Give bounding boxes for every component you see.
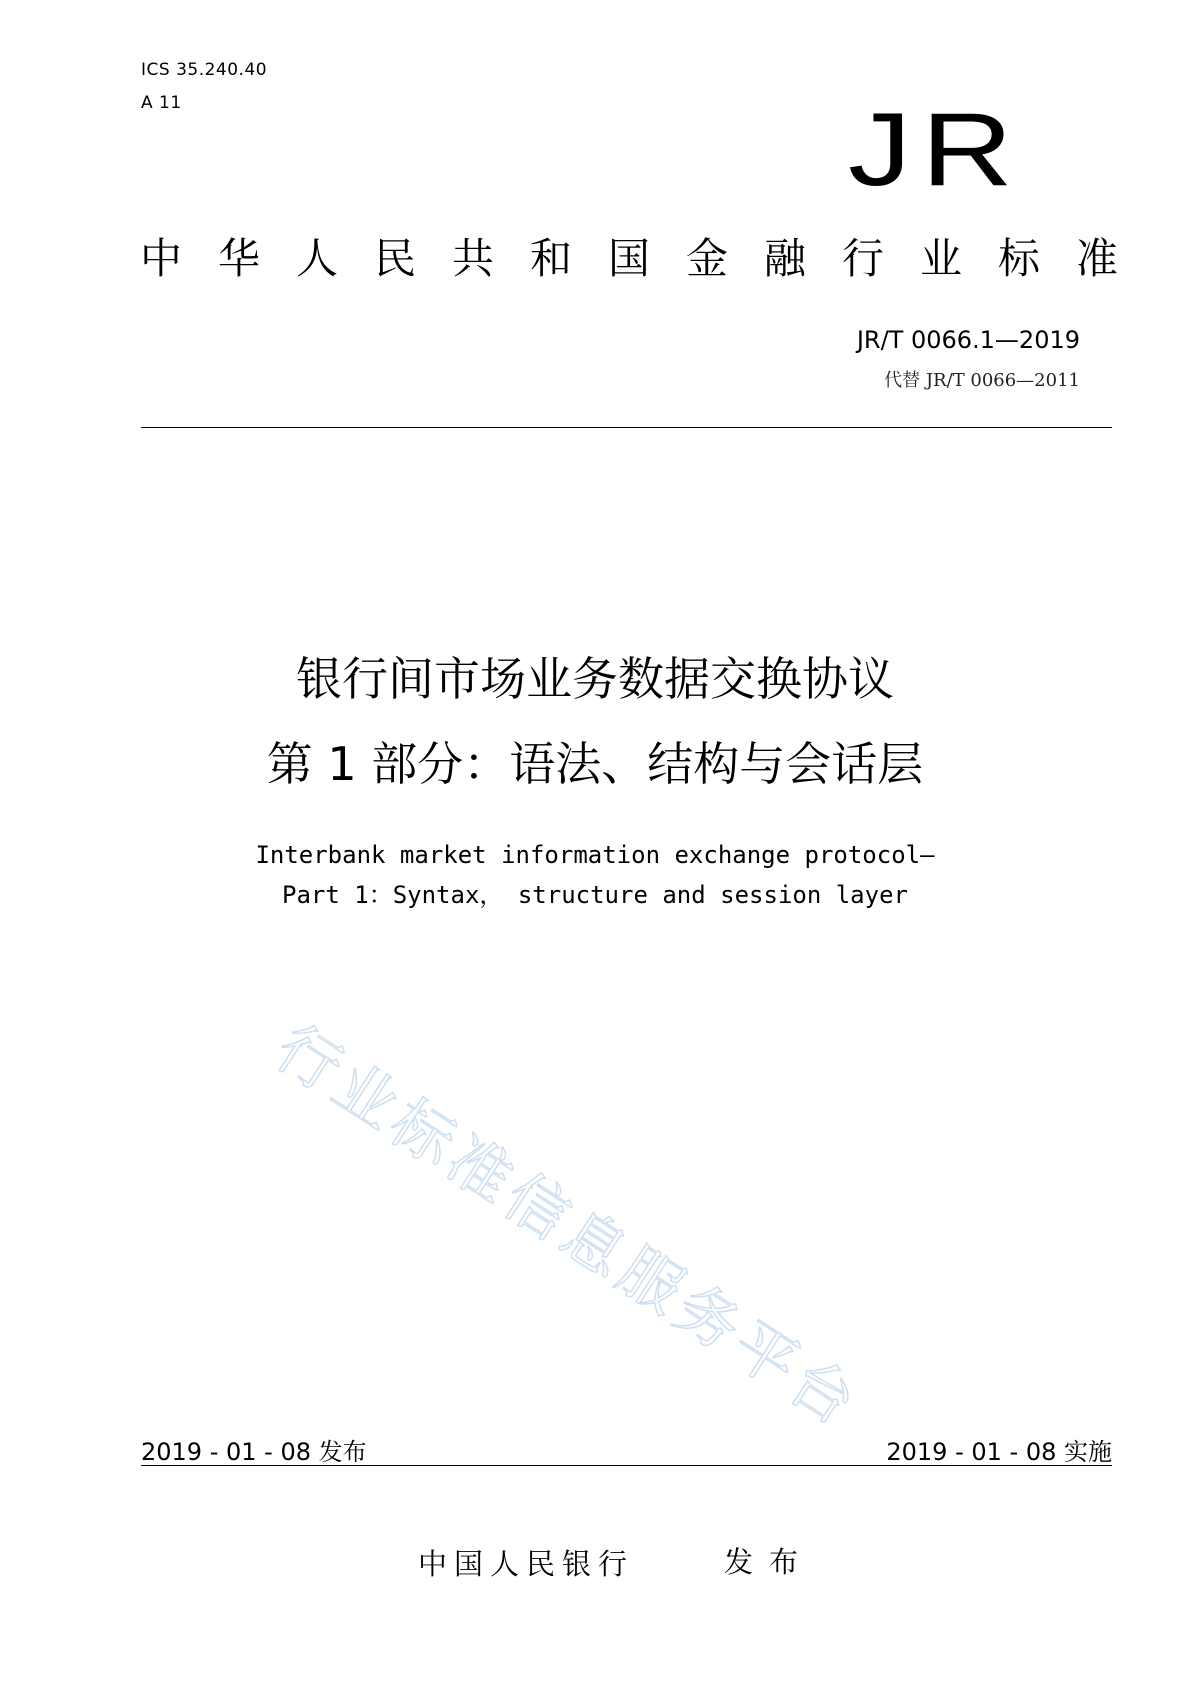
implementation-date: 2019 - 01 - 08 实施 <box>886 1438 1112 1466</box>
issuer-action: 发布 <box>724 1545 815 1579</box>
top-divider <box>141 427 1112 428</box>
standard-number: JR/T 0066.1—2019 <box>856 326 1080 354</box>
issuer-name: 中国人民银行 <box>418 1547 635 1581</box>
ccs-code: A 11 <box>141 93 182 113</box>
title-cn-line1: 银行间市场业务数据交换协议 <box>296 652 894 706</box>
standard-category: 中华人民共和国金融行业标准 <box>140 234 1155 283</box>
watermark: 行业标准信息服务平台 <box>263 1010 874 1443</box>
title-en-line1: Interbank market information exchange protocol— <box>255 841 935 869</box>
title-en-line2: Part 1：Syntax， structure and session layer <box>282 881 908 909</box>
bottom-divider <box>141 1465 1112 1466</box>
replaces-standard: 代替 JR/T 0066—2011 <box>884 370 1080 391</box>
jr-logo: JR <box>848 92 1023 208</box>
title-cn-line2: 第 1 部分：语法、结构与会话层 <box>266 737 924 791</box>
issue-date: 2019 - 01 - 08 发布 <box>141 1438 367 1466</box>
ics-code: ICS 35.240.40 <box>141 60 268 80</box>
